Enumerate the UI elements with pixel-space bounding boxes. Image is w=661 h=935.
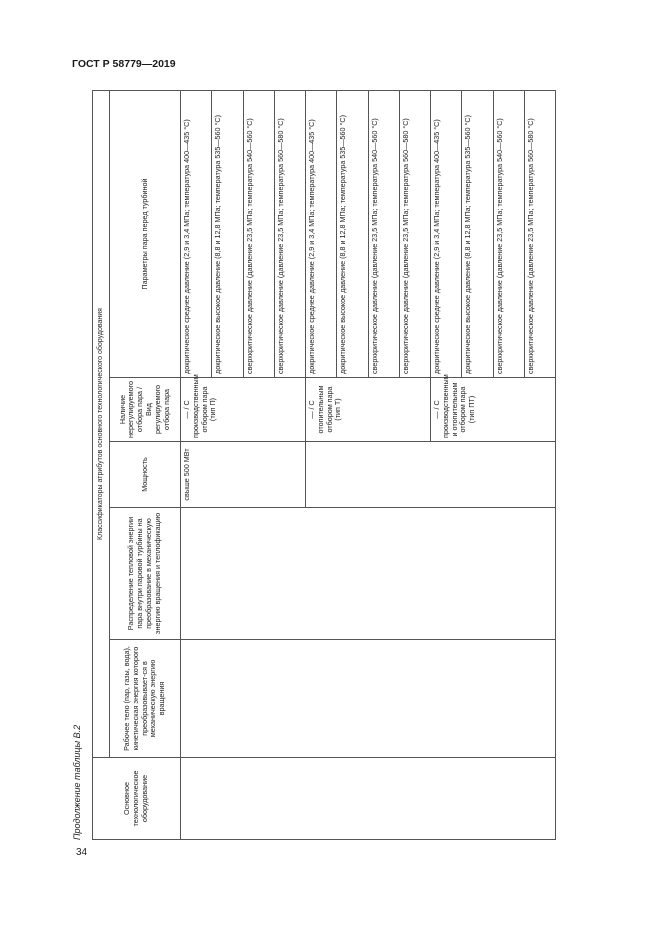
steam-parameter-cell: сверхкритическое давление (давление 23,5 МПа; температура 540—560 °С) [243, 91, 274, 378]
energy-distribution-cell [181, 508, 556, 640]
table-row [181, 91, 212, 840]
column-header-energy-distribution: Распределение тепловой энергии пара внутри паровой турбины на преобразование в механическую энергию вращения и теплофикацию [110, 508, 181, 640]
steam-parameter-cell: сверхкритическое давление (давление 23,5 МПа; температура 540—560 °С) [493, 91, 524, 378]
steam-parameter-cell: докритическое высокое давление (8,8 и 12,8 МПа; температура 535—560 °С) [212, 91, 243, 378]
column-header-power: Мощность [110, 442, 181, 508]
column-header-steam-parameters: Параметры пара перед турбиной [110, 91, 181, 378]
steam-parameter-cell: докритическое среднее давление (2,9 и 3,4 МПа; температура 400—435 °С) [181, 91, 212, 378]
rotated-table-container [92, 91, 556, 840]
steam-parameter-cell: докритическое среднее давление (2,9 и 3,4 МПа; температура 400—435 °С) [431, 91, 462, 378]
column-header-equipment: Основное технологическое оборудование [93, 758, 181, 840]
steam-parameter-cell: сверхкритическое давление (давление 23,5 МПа; температура 540—560 °С) [368, 91, 399, 378]
steam-parameter-cell: сверхкритическое давление (давление 23,5 МПа; температура 560—580 °С) [274, 91, 305, 378]
steam-parameter-cell: сверхкритическое давление (давление 23,5 МПа; температура 560—580 °С) [524, 91, 555, 378]
group-header: Классификаторы атрибутов основного технологического оборудования [93, 91, 110, 758]
column-header-working-medium: Рабочее тело (пар, газы, вода), кинетическая энергия которого преобразовывает-ся в механическую энергию вращения [110, 640, 181, 758]
document-standard-number: ГОСТ Р 58779—2019 [72, 58, 176, 70]
equipment-cell [181, 758, 556, 840]
table-caption: Продолжение таблицы В.2 [72, 724, 82, 840]
extraction-type-t: — / С отопительным отбором пара (тип Т) [306, 378, 431, 442]
steam-parameter-cell: докритическое высокое давление (8,8 и 12,8 МПа; температура 535—560 °С) [337, 91, 368, 378]
page-number: 34 [76, 847, 88, 858]
extraction-type-pt: — / С производственным и отопительным отбором пара (тип ПТ) [431, 378, 556, 442]
power-cell-continued [306, 442, 556, 508]
extraction-type-p: — / С производственным отбором пара (тип П) [181, 378, 306, 442]
classifier-table [92, 90, 556, 840]
steam-parameter-cell: докритическое среднее давление (2,9 и 3,4 МПа; температура 400—435 °С) [306, 91, 337, 378]
working-medium-cell [181, 640, 556, 758]
steam-parameter-cell: докритическое высокое давление (8,8 и 12,8 МПа; температура 535—560 °С) [462, 91, 493, 378]
column-header-extraction: Наличие нерегулируемого отбора пара / Вид регулируемого отбора пара [110, 378, 181, 442]
power-cell: свыше 500 МВт [181, 442, 306, 508]
steam-parameter-cell: сверхкритическое давление (давление 23,5 МПа; температура 560—580 °С) [399, 91, 430, 378]
